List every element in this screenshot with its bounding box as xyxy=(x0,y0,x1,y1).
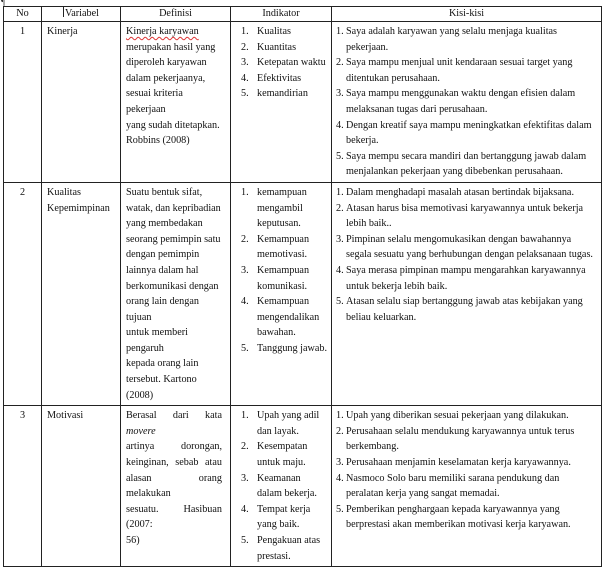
definition-line: orang lain dengan tujuan xyxy=(126,296,199,323)
kisi-kisi-item: 1. Upah yang diberikan sesuai pekerjaan yang dilakukan. xyxy=(336,410,569,422)
kisi-kisi-item: 2. Atasan harus bisa memotivasi karyawannya untuk bekerja lebih baik.. xyxy=(336,202,584,230)
header-indikator: Indikator xyxy=(231,7,332,22)
text-cursor xyxy=(63,7,64,17)
header-definisi: Definisi xyxy=(121,7,231,22)
definition-line: keinginan, sebab atau xyxy=(126,457,222,469)
definition-line: dengan pemimpin xyxy=(126,249,200,261)
definition-line: Berasal dari kata movere xyxy=(126,410,222,437)
definition-line: seorang pemimpin satu xyxy=(126,233,221,245)
definition-line: alasan orang melakukan xyxy=(126,472,222,500)
indicator-item: 1. Upah yang adil dan layak. xyxy=(241,410,320,437)
kisi-kisi-item: 5. Pemberikan penghargaan kepada karyawannya yang berprestasi akan memberikan motivasi kerja karyawan. xyxy=(336,503,571,531)
indicator-item: 2. Kuantitas xyxy=(241,41,297,53)
kisi-kisi-item: 2. Perusahaan selalu mendukung karyawannya untuk terus berkembang. xyxy=(336,425,575,453)
definition-line: untuk memberi pengaruh xyxy=(126,327,188,354)
header-kisi-kisi: Kisi-kisi xyxy=(332,7,602,22)
kisi-kisi-cell xyxy=(332,182,602,405)
definition-line: 56) xyxy=(126,535,140,546)
table-row xyxy=(4,22,602,183)
indicator-list xyxy=(235,408,327,564)
definition-line: Suatu bentuk sifat, xyxy=(126,186,203,198)
italic-term: movere xyxy=(126,425,156,437)
definition-line: berkomunikasi dengan xyxy=(126,280,219,292)
definition-cell xyxy=(121,182,231,405)
definition-line: yang sudah ditetapkan. xyxy=(126,119,220,131)
kisi-kisi-item: 3. Pimpinan selalu mengomukasikan dengan bawahannya segala sesuatu yang berhubungan dengan pelaksanaan tugas. xyxy=(336,233,593,261)
indicator-item: 3. Kemampuan komunikasi. xyxy=(241,264,310,292)
kisi-kisi-item: 4. Nasmoco Solo baru memiliki sarana pendukung dan peralatan kerja yang sangat memadai. xyxy=(336,472,560,500)
definition-line: diperoleh karyawan xyxy=(126,57,207,69)
row-number: 2 xyxy=(4,182,42,405)
definition-line: Robbins (2008) xyxy=(126,135,190,147)
variable-name: Motivasi xyxy=(42,406,121,567)
indicator-cell xyxy=(231,182,332,405)
indicator-item: 1. kemampuan mengambil keputusan. xyxy=(241,186,307,230)
definition-cell xyxy=(121,22,231,183)
definition-line: kepada orang lain xyxy=(126,358,199,370)
indicator-item: 5. Tanggung jawab. xyxy=(241,342,328,354)
indicator-item: 2. Kesempatan untuk maju. xyxy=(241,441,308,469)
definition-line: sesuai kriteria pekerjaan xyxy=(126,88,183,115)
kisi-kisi-list xyxy=(336,185,597,325)
variable-name: Kualitas Kepemimpinan xyxy=(42,182,121,405)
kisi-kisi-item: 2. Saya mampu menjual unit kendaraan sesuai target yang ditentukan perusahaan. xyxy=(336,57,573,84)
definition-line: watak, dan kepribadian xyxy=(126,202,221,214)
table-row xyxy=(4,406,602,567)
indicator-item: 1. Kualitas xyxy=(241,26,291,37)
indicator-item: 2. Kemampuan memotivasi. xyxy=(241,233,310,261)
header-no: No xyxy=(4,7,42,22)
indicator-item: 5. kemandirian xyxy=(241,88,308,100)
indicator-item: 5. Pengakuan atas prestasi. xyxy=(241,535,321,562)
kisi-kisi-item: 4. Dengan kreatif saya mampu meningkatkan efektifitas dalam bekerja. xyxy=(336,119,592,147)
kisi-kisi-item: 1. Dalam menghadapi masalah atasan bertindak bijaksana. xyxy=(336,186,575,198)
definition-line: tersebut. Kartono (2008) xyxy=(126,374,197,401)
kisi-kisi-item: 4. Saya merasa pimpinan mampu mengarahkan karyawannya untuk bekerja lebih baik. xyxy=(336,264,586,292)
kisi-kisi-item: 3. Perusahaan menjamin keselamatan kerja karyawannya. xyxy=(336,457,571,469)
indicator-cell xyxy=(231,22,332,183)
kisi-kisi-item: 1. Saya adalah karyawan yang selalu menjaga kualitas pekerjaan. xyxy=(336,26,558,53)
kisi-kisi-item: 5. Saya mempu secara mandiri dan bertanggung jawab dalam menjalankan pekerjaan yang dibebenkan perusahaan. xyxy=(336,150,587,178)
indicator-item: 4. Tempat kerja yang baik. xyxy=(241,503,311,531)
header-variabel xyxy=(42,7,121,22)
variable-name: Kinerja xyxy=(42,22,121,183)
row-number: 1 xyxy=(4,22,42,183)
kisi-kisi-cell xyxy=(332,406,602,567)
indicator-list xyxy=(235,185,327,357)
definition-line: merupakan hasil yang xyxy=(126,41,216,53)
research-variable-table xyxy=(3,6,602,567)
kisi-kisi-list xyxy=(336,24,597,180)
indicator-item: 4. Kemampuan mengendalikan bawahan. xyxy=(241,296,320,339)
definition-cell xyxy=(121,406,231,567)
kisi-kisi-cell xyxy=(332,22,602,183)
definition-line: lainnya dalam hal xyxy=(126,264,199,276)
definition-line: artinya dorongan, xyxy=(126,441,222,453)
row-number: 3 xyxy=(4,406,42,567)
table-row xyxy=(4,182,602,405)
table-move-handle[interactable]: ¶ xyxy=(1,0,6,7)
header-variabel-label: Variabel xyxy=(65,8,99,19)
definition-line: dalam pekerjaanya, xyxy=(126,72,206,84)
indicator-item: 3. Keamanan dalam bekerja. xyxy=(241,472,317,500)
indicator-item: 4. Efektivitas xyxy=(241,72,302,84)
definition-line: yang membedakan xyxy=(126,218,203,230)
definition-line: Kinerja karyawan xyxy=(126,26,199,37)
indicator-list xyxy=(235,24,327,102)
kisi-kisi-item: 5. Atasan selalu siap bertanggung jawab atas kebijakan yang beliau keluarkan. xyxy=(336,296,583,323)
kisi-kisi-item: 3. Saya mampu menggunakan waktu dengan efisien dalam melaksanan tugas dari perusahaan. xyxy=(336,88,576,115)
indicator-cell xyxy=(231,406,332,567)
table-header-row xyxy=(4,7,602,22)
kisi-kisi-list xyxy=(336,408,597,533)
definition-line: sesuatu. Hasibuan (2007: xyxy=(126,503,222,531)
indicator-item: 3. Ketepatan waktu xyxy=(241,57,326,69)
